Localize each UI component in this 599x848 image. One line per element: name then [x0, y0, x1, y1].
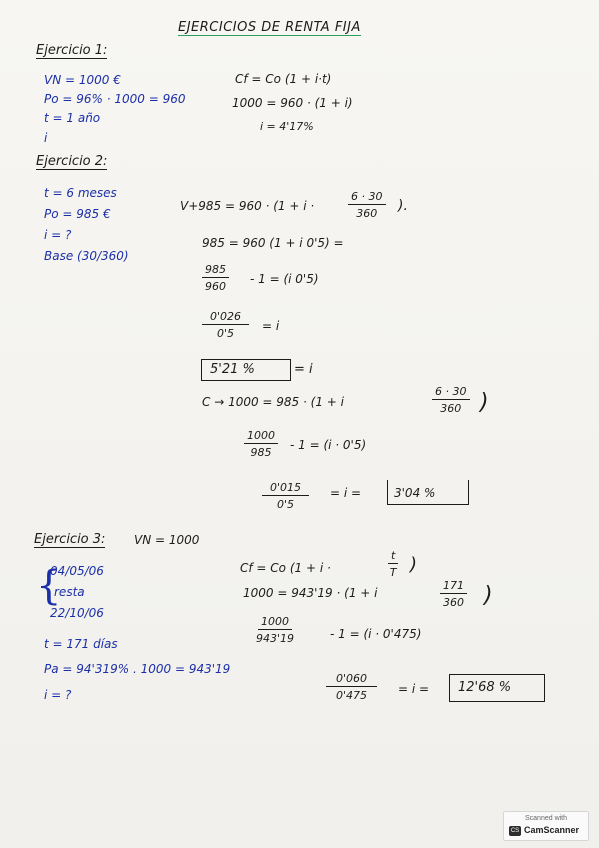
page-title: EJERCICIOS DE RENTA FIJA	[178, 20, 361, 35]
ej2-result-eq: = i	[294, 362, 313, 377]
ej2-data-t: t = 6 meses	[44, 186, 117, 200]
camscanner-watermark	[503, 811, 589, 841]
ej3-po: Pa = 94'319% . 1000 = 943'19	[44, 662, 231, 676]
ej3-result-value: 12'68 %	[458, 680, 512, 695]
ej3-line1-close: )	[484, 583, 493, 608]
ej3-line1-num: 171	[440, 580, 467, 594]
ej3-line2-fraction	[256, 616, 294, 644]
ej1-heading: Ejercicio 1:	[36, 43, 108, 58]
ej2-l3-den: 960	[205, 280, 226, 293]
watermark-caption: Scanned with	[524, 815, 568, 822]
ej3-line3-den: 0'475	[336, 689, 368, 702]
ej3-formula-num: t	[388, 550, 398, 564]
ej2-l7-den: 985	[250, 446, 272, 459]
ej2-l2: 985 = 960 (1 + i 0'5) =	[202, 236, 344, 250]
ej2-l6-num: 6 · 30	[432, 386, 470, 400]
ej1-data-vn: VN = 1000 €	[44, 73, 121, 87]
ej3-line1-left: 1000 = 943'19 · (1 + i	[243, 586, 378, 600]
ej2-l6-den: 360	[440, 402, 462, 415]
ej3-formula-left: Cf = Co (1 + i ·	[240, 561, 331, 575]
ej2-data-i: i = ?	[44, 228, 72, 242]
camscanner-logo-icon: CS	[510, 828, 520, 834]
ej3-line3-num: 0'060	[326, 673, 377, 687]
ej2-l4-num: 0'026	[202, 311, 249, 325]
ej1-data-t: t = 1 año	[44, 111, 101, 125]
watermark-brand: CamScanner	[524, 825, 580, 835]
ej2-l3-num: 985	[202, 264, 229, 278]
ej2-l1-num: 6 · 30	[348, 191, 386, 205]
ej3-days: t = 171 días	[44, 637, 118, 651]
ej3-line3-fraction	[326, 673, 377, 701]
ej2-l6-left: C → 1000 = 985 · (1 + i	[202, 395, 344, 409]
ej3-unknown: i = ?	[44, 688, 72, 702]
ej1-data-po: Po = 96% · 1000 = 960	[44, 92, 186, 106]
ej1-line1: 1000 = 960 · (1 + i)	[232, 96, 353, 110]
ej3-date-op: resta	[54, 585, 85, 599]
ej2-l4-den: 0'5	[217, 327, 235, 340]
ej3-line2-num: 1000	[258, 616, 292, 630]
ej2-data-po: Po = 985 €	[44, 207, 111, 221]
ej2-l4-fraction	[202, 311, 249, 339]
ej2-l7-rest: - 1 = (i · 0'5)	[290, 438, 367, 452]
ej2-l1-left: V+985 = 960 · (1 + i ·	[180, 199, 315, 213]
ej2-l1-close: ).	[398, 198, 408, 214]
ej3-line1-den: 360	[443, 596, 464, 609]
ej3-heading: Ejercicio 3:	[34, 532, 106, 547]
ej1-formula: Cf = Co (1 + i·t)	[235, 72, 332, 86]
ej2-l4-rest: = i	[262, 319, 280, 333]
ej2-l8-den: 0'5	[277, 498, 295, 511]
ej3-line2-den: 943'19	[256, 632, 295, 645]
ej3-formula-den: T	[389, 566, 397, 579]
ej2-data-base: Base (30/360)	[44, 249, 129, 263]
ej3-brace: {	[36, 563, 62, 609]
ej2-l8-num: 0'015	[262, 482, 309, 496]
ej1-data-i: i	[44, 131, 48, 145]
ej2-l6-close: )	[480, 390, 489, 415]
ej2-result-value: 5'21 %	[210, 362, 255, 377]
ej2-result2-value: 3'04 %	[394, 486, 436, 500]
ej2-l3-rest: - 1 = (i 0'5)	[250, 272, 319, 286]
ej2-l7-fraction	[244, 430, 278, 458]
ej2-heading: Ejercicio 2:	[36, 154, 108, 169]
ej3-line2-rest: - 1 = (i · 0'475)	[330, 627, 422, 641]
ej3-heading-extra: VN = 1000	[134, 533, 200, 547]
ej3-formula-close: )	[410, 554, 418, 575]
ej3-formula-fraction	[388, 550, 398, 578]
ej3-date-end: 22/10/06	[50, 606, 104, 620]
ej2-l7-num: 1000	[244, 430, 278, 444]
ej2-l8-fraction	[262, 482, 309, 510]
ej3-line3-rest: = i =	[398, 682, 430, 696]
ej3-line1-fraction	[440, 580, 467, 608]
ej1-result: i = 4'17%	[260, 120, 314, 133]
ej2-l8-rest: = i =	[330, 486, 362, 500]
ej2-l6-fraction	[432, 386, 470, 414]
ej3-date-start: 04/05/06	[50, 564, 104, 578]
ej2-l1-den: 360	[356, 207, 378, 220]
ej2-l3-fraction	[202, 264, 229, 292]
ej2-l1-fraction	[348, 191, 386, 219]
